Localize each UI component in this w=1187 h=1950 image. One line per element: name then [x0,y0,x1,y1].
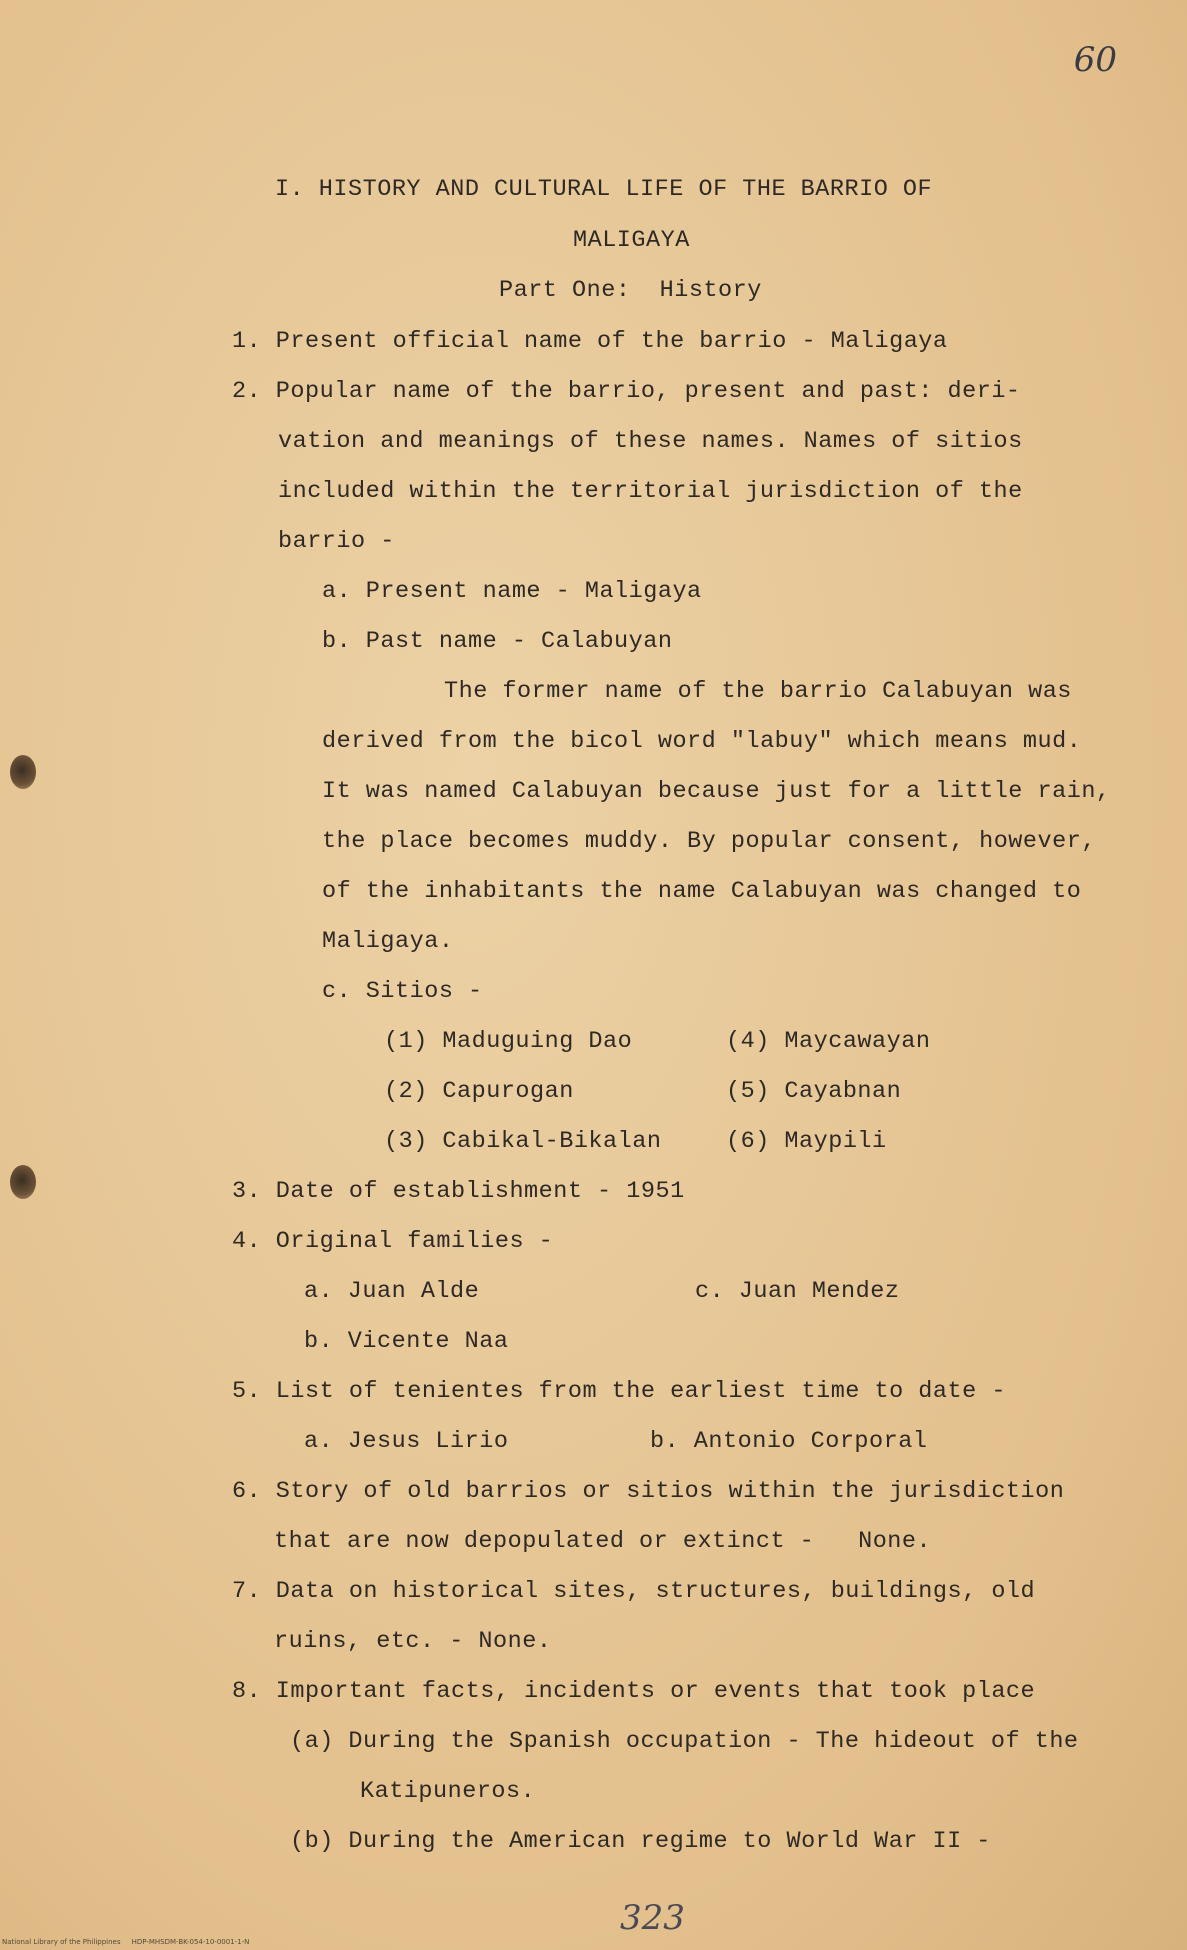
archive-stamp-number: 323 [620,1898,685,1938]
item-2-text: included within the territorial jurisdiction of the [278,478,1023,505]
sitio-item: (3) Cabikal-Bikalan [384,1128,662,1155]
paragraph-line: the place becomes muddy. By popular consent, however, [322,828,1096,855]
paragraph-line: derived from the bicol word "labuy" which means mud. [322,728,1082,755]
document-title: I. HISTORY AND CULTURAL LIFE OF THE BARRIO OF [275,176,933,203]
paragraph-line: of the inhabitants the name Calabuyan was changed to [322,878,1082,905]
handwritten-page-number: 60 [1073,40,1117,80]
item-2a: a. Present name - Maligaya [322,578,702,605]
sitio-item: (5) Cayabnan [726,1078,902,1105]
item-8: 8. Important facts, incidents or events that took place [232,1678,1036,1705]
binder-hole-top [10,755,36,789]
sitio-item: (2) Capurogan [384,1078,574,1105]
family-item: b. Vicente Naa [304,1328,509,1355]
item-2c: c. Sitios - [322,978,483,1005]
item-8a: (a) During the Spanish occupation - The hideout of the [290,1728,1079,1755]
section-heading: Part One: History [499,277,762,304]
item-7: 7. Data on historical sites, structures, buildings, old [232,1578,1036,1605]
paragraph-line: It was named Calabuyan because just for a little rain, [322,778,1111,805]
item-6: 6. Story of old barrios or sitios within the jurisdiction [232,1478,1065,1505]
item-2-text: barrio - [278,528,395,555]
item-7-text: ruins, etc. - None. [274,1628,552,1655]
document-title-barrio: MALIGAYA [573,227,690,254]
item-2-text: vation and meanings of these names. Names of sitios [278,428,1023,455]
sitio-item: (1) Maduguing Dao [384,1028,633,1055]
item-3: 3. Date of establishment - 1951 [232,1178,685,1205]
family-item: a. Juan Alde [304,1278,480,1305]
paragraph-line: Maligaya. [322,928,454,955]
item-8a-text: Katipuneros. [360,1778,536,1805]
sitio-item: (6) Maypili [726,1128,887,1155]
teniente-item: b. Antonio Corporal [650,1428,928,1455]
item-2b: b. Past name - Calabuyan [322,628,673,655]
archive-footer: National Library of the Philippines HDP-MHSDM-BK-054-10-0001-1-N [2,1938,250,1946]
item-6-text: that are now depopulated or extinct - None. [274,1528,932,1555]
item-5: 5. List of tenientes from the earliest time to date - [232,1378,1006,1405]
sitio-item: (4) Maycawayan [726,1028,931,1055]
paragraph-line: The former name of the barrio Calabuyan was [444,678,1072,705]
binder-hole-bottom [10,1165,36,1199]
item-2: 2. Popular name of the barrio, present and past: deri- [232,378,1021,405]
family-item: c. Juan Mendez [695,1278,900,1305]
item-4: 4. Original families - [232,1228,554,1255]
item-1: 1. Present official name of the barrio - Maligaya [232,328,948,355]
teniente-item: a. Jesus Lirio [304,1428,509,1455]
item-8b: (b) During the American regime to World War II - [290,1828,991,1855]
